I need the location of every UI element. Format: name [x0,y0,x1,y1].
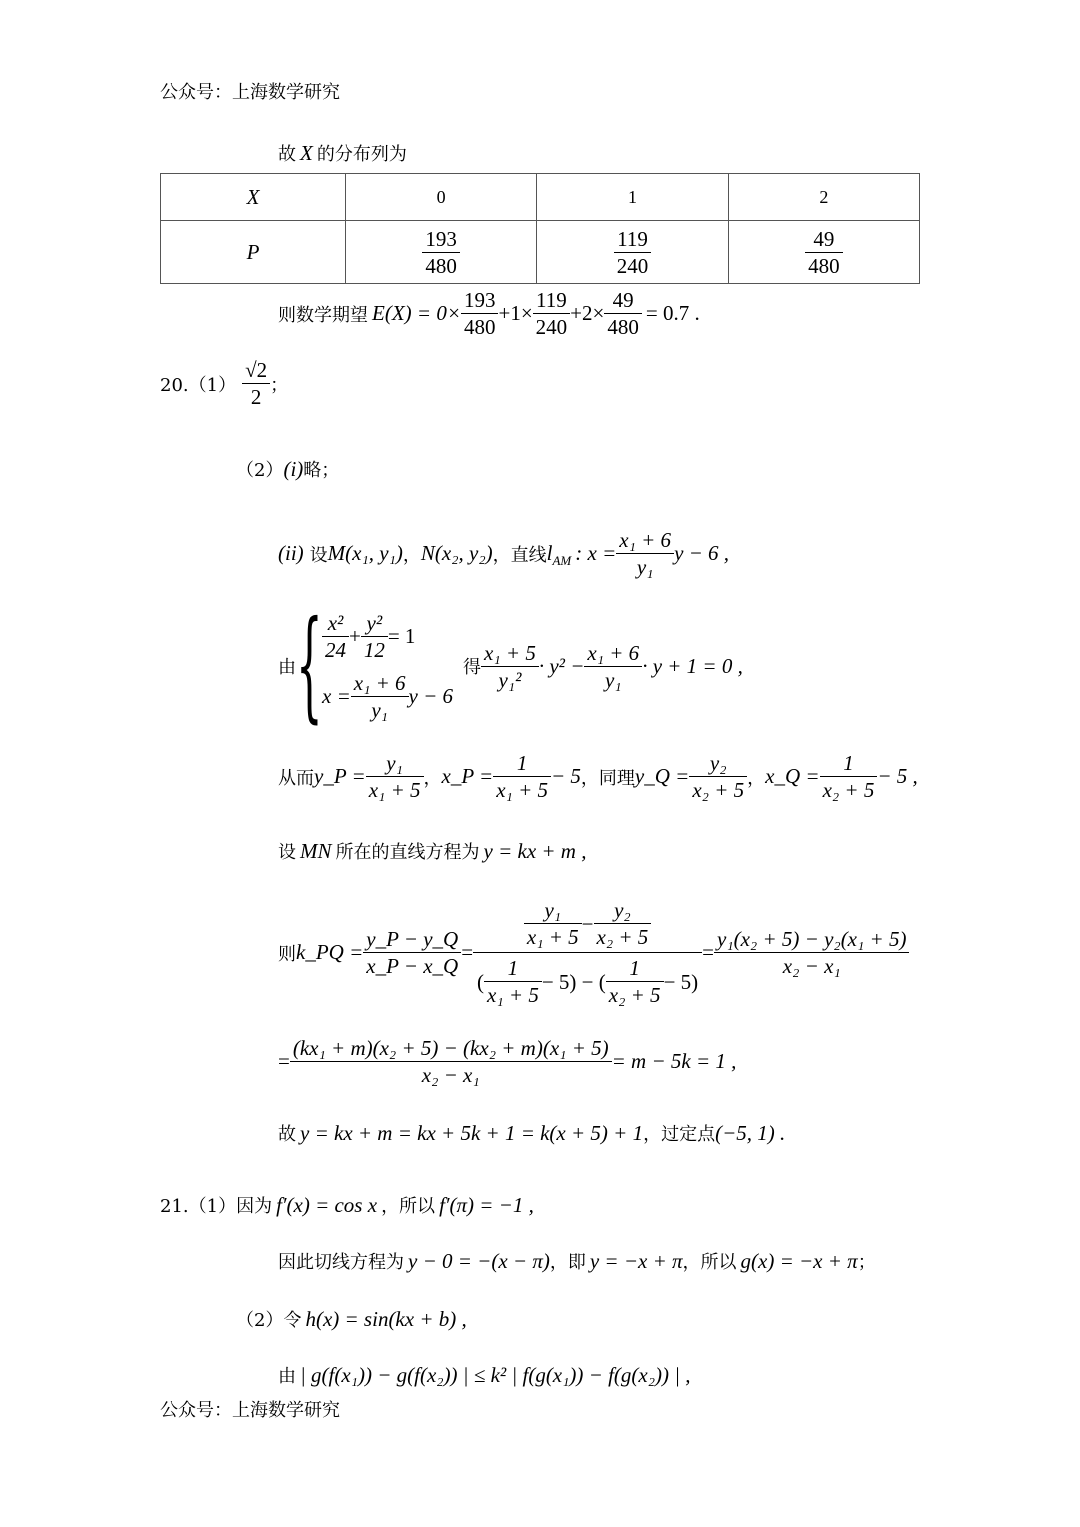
q20-part2-i: （2） (i) 略； [236,456,340,481]
table-row [161,221,920,284]
table-row [161,174,920,221]
table-cell: 1 [537,174,728,221]
distribution-table [160,173,920,284]
q20-kpq-line2: = $\frac{\text{(kx₁ + m)(x₂ + 5) − (kx₂ + m)(x₁ + 5)}}{\text{x₂ − x₁}}$ = m − 5k = 1 , [278,1036,737,1087]
q20-system: 由 { $\frac{\text{x²}}{24}$ + $\frac{\text{y²}}{12}$ = 1 x = $\frac{\text{x₁ + 6}}{\text{y₁}}$ y − 6 得 $\frac{\text{x₁ + 5}}{\text{y₁²}}$ · y² − $\frac{\text{x₁ + 6}}{\text{y₁}}$ · y + 1 = 0 , [278,596,743,735]
q21-inequality: 由 | g(f(x₁)) − g(f(x₂)) | ≤ k² | f(g(x₁)) − f(g(x₂)) | , [278,1362,691,1387]
left-brace-icon: { [296,596,323,735]
q20-kpq: 则 k_PQ = $\frac{y\_P - y\_Q}{x\_P - x\_Q}$ = $\frac{\text{y₁}}{\text{x₁ + 5}}$ − $\frac{\text{y₂}}{\text{x₂ + 5}}$ ( $\frac{1}{\text{x₁ + 5}}$ − 5) − ( $\frac{1}{\text{x₂ + 5}}$ − 5) = $\frac{\text{y₁(x₂ + 5) − y₂(x₁ + 5)}}{\text{x₂ − x₁}}$ [278,895,909,1010]
table-cell: 2 [728,174,919,221]
q20-part2-ii: (ii) 设 M(x₁, y₁) ， N(x₂, y₂) ，直线 l $_{AM}$ : x = $\frac{\text{x₁ + 6}}{\text{y₁}}$ y − 6 , [278,528,730,579]
q21-tangent-line: 因此切线方程为 y − 0 = −(x − π) ，即 y = −x + π ，所以 g(x) = −x + π ； [278,1248,876,1273]
table-cell: X [161,174,346,221]
expectation-line: 则数学期望 E(X) = 0× $\frac{193}{480}$ +1× $\frac{119}{240}$ +2× $\frac{49}{480}$ = 0.7 . [278,288,700,339]
page-footer: 公众号：上海数学研究 [160,1400,340,1421]
table-cell: P [161,221,346,284]
q21-part2: （2）令 h(x) = sin(kx + b) , [236,1306,467,1331]
table-intro: 故 X 的分布列为 [278,140,407,165]
q20-mn-line: 设 MN 所在的直线方程为 y = kx + m , [278,838,587,863]
q20-conclusion: 故 y = kx + m = kx + 5k + 1 = k(x + 5) + 1 ，过定点 (−5, 1) . [278,1120,786,1145]
q20-pq-coords: 从而 y_P = $\frac{\text{y₁}}{\text{x₁ + 5}}$ ， x_P = $\frac{1}{\text{x₁ + 5}}$ − 5 ，同理 y_Q = $\frac{\text{y₂}}{\text{x₂ + 5}}$ ， x_Q = $\frac{1}{\text{x₂ + 5}}$ − 5 , [278,751,918,802]
q21-part1: 21.（1）因为 f′(x) = cos x ，所以 f′(π) = −1 , [160,1192,534,1217]
table-cell: $\frac{49}{480}$ [728,221,919,284]
table-cell: $\frac{193}{480}$ [346,221,537,284]
q20-part1: 20.（1） $\frac{√2}{2}$ ； [160,358,289,409]
table-cell: 0 [346,174,537,221]
page-header: 公众号：上海数学研究 [160,82,340,103]
table-cell: $\frac{119}{240}$ [537,221,728,284]
